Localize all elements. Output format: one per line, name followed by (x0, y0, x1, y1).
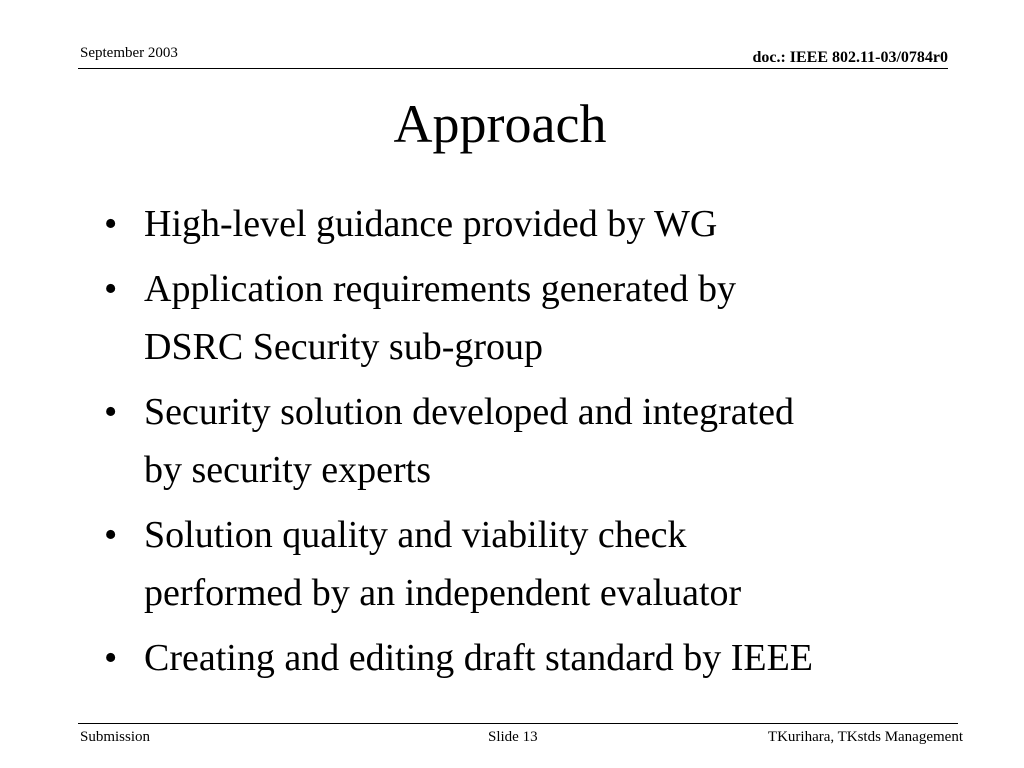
bullet-text: Solution quality and viability check (144, 514, 687, 556)
footer-rule (78, 723, 958, 724)
bullet-text: Creating and editing draft standard by IEEE (144, 637, 814, 679)
bullet-dot: • (104, 391, 118, 433)
bullet-dot: • (104, 637, 118, 679)
footer-slide-number: Slide 13 (488, 729, 538, 745)
bullet-item (104, 260, 964, 376)
header-date: September 2003 (80, 45, 178, 61)
bullet-list (104, 195, 964, 694)
bullet-dot: • (104, 514, 118, 556)
bullet-item (104, 383, 964, 499)
bullet-dot: • (104, 203, 118, 245)
footer-submission: Submission (80, 729, 151, 745)
bullet-text-continued: DSRC Security sub-group (144, 326, 543, 368)
bullet-text: Security solution developed and integrated (144, 391, 795, 433)
bullet-text-continued: performed by an independent evaluator (144, 572, 742, 614)
bullet-item (104, 506, 964, 622)
header-rule (78, 68, 948, 69)
bullet-dot: • (104, 268, 118, 310)
bullet-text: Application requirements generated by (144, 268, 736, 310)
bullet-item (104, 629, 964, 687)
bullet-text: High-level guidance provided by WG (144, 203, 718, 245)
header-doc-id: doc.: IEEE 802.11-03/0784r0 (752, 49, 948, 66)
bullet-text-continued: by security experts (144, 449, 432, 491)
bullet-item (104, 195, 964, 253)
slide-title: Approach (393, 94, 607, 154)
footer-author: TKurihara, TKstds Management (767, 729, 963, 745)
